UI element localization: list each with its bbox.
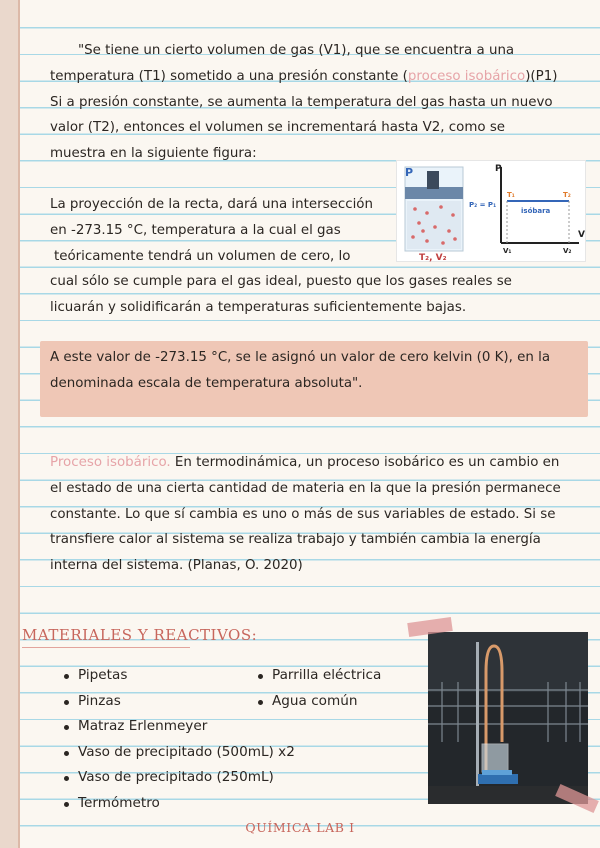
figure-label-p2p1: P₂ = P₁: [469, 201, 497, 209]
figure-label-isobara: isóbara: [521, 207, 551, 215]
projection-line-4: cual sólo se cumple para el gas ideal, puesto que los gases reales se: [50, 274, 512, 290]
definition-line-5: interna del sistema. (Planas, O. 2020): [50, 558, 303, 574]
definition-line-3: constante. Lo que sí cambia es uno o más de sus variables de estado. Si se: [50, 506, 556, 522]
list-item: Parrilla eléctrica: [256, 663, 381, 689]
definition-line-4: transfiere calor al sistema se realiza trabajo y también cambia la energía: [50, 532, 541, 548]
materials-heading-underline: [22, 647, 190, 648]
list-item: Matraz Erlenmeyer: [62, 714, 295, 740]
materials-list-col2: [256, 663, 381, 714]
list-item: Termómetro: [62, 791, 295, 817]
lab-photo-svg: [428, 632, 588, 804]
lab-setup-photo: [428, 632, 588, 804]
left-margin-strip: [0, 0, 18, 848]
figure-label-t2: T₂: [563, 191, 571, 199]
projection-paragraph: [50, 192, 575, 321]
figure-label-v: V: [578, 230, 585, 240]
figure-label-t1: T₁: [507, 191, 515, 199]
figure-label-v2: V₂: [563, 247, 572, 255]
intro-line-2: temperatura (T1) sometido a una presión constante (proceso isobárico)(P1): [50, 68, 558, 84]
highlight-line-1: A este valor de -273.15 °C, se le asignó un valor de cero kelvin (0 K), en la: [50, 350, 551, 365]
list-item: Pinzas: [62, 689, 295, 715]
figure-label-p-axis: P: [495, 164, 502, 174]
intro-line-5: muestra en la siguiente figura:: [50, 146, 257, 162]
list-item: Vaso de precipitado (250mL): [62, 765, 295, 791]
proceso-isobarico-link: proceso isobárico: [407, 68, 526, 84]
figure-label-p: P: [405, 166, 414, 179]
projection-line-2: en -273.15 °C, temperatura a la cual el gas: [50, 222, 341, 238]
highlight-line-2: denominada escala de temperatura absoluta".: [50, 375, 363, 391]
figure-label-bottom: T₂, V₂: [419, 253, 447, 263]
projection-line-1: La proyección de la recta, dará una intersección: [50, 197, 373, 212]
projection-line-5: licuarán y solidificarán a temperaturas suficientemente bajas.: [50, 300, 467, 316]
intro-paragraph: [50, 38, 575, 167]
footer-title: QUÍMICA LAB I: [245, 820, 355, 835]
left-margin-line: [18, 0, 20, 848]
definition-paragraph: [50, 450, 575, 579]
list-item: Agua común: [256, 689, 381, 715]
projection-line-3: teóricamente tendrá un volumen de cero, lo: [54, 248, 351, 264]
list-item: Vaso de precipitado (500mL) x2: [62, 740, 295, 766]
definition-term: Proceso isobárico.: [50, 455, 171, 470]
list-item: Pipetas: [62, 663, 295, 689]
figure-label-v1: V₁: [503, 247, 512, 255]
intro-line-1: "Se tiene un cierto volumen de gas (V1), que se encuentra a una: [78, 43, 515, 58]
highlight-paragraph: [50, 345, 575, 397]
definition-line-1: Proceso isobárico. En termodinámica, un proceso isobárico es un cambio en: [50, 455, 560, 470]
materials-heading: MATERIALES Y REACTIVOS:: [22, 626, 258, 644]
definition-line-2: el estado de una cierta cantidad de materia en la que la presión permanece: [50, 480, 561, 496]
intro-line-4: valor (T2), entonces el volumen se incrementará hasta V2, como se: [50, 120, 506, 136]
intro-line-3: Si a presión constante, se aumenta la temperatura del gas hasta un nuevo: [50, 94, 553, 110]
